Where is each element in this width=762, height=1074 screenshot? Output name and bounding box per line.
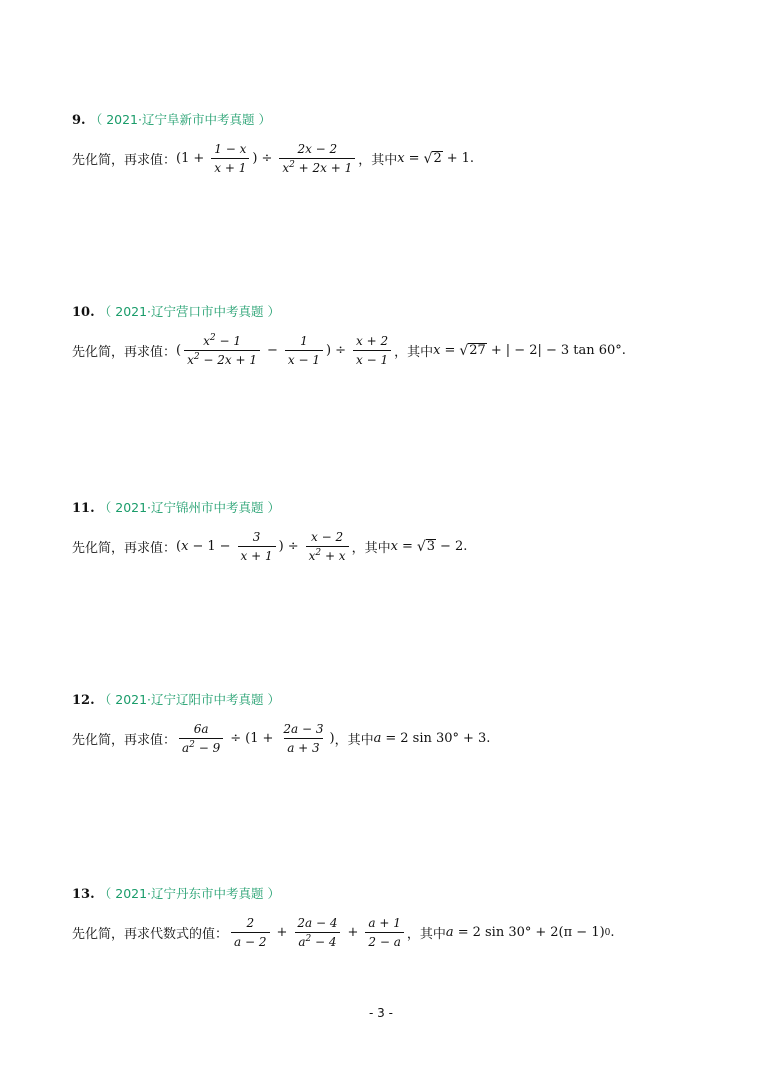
problem-number: 10.: [72, 305, 95, 320]
problem-number: 13.: [72, 887, 95, 902]
problem-number: 12.: [72, 693, 95, 708]
problem-source: （ 2021·辽宁丹东市中考真题 ）: [98, 886, 280, 901]
problem-header: [72, 690, 712, 710]
problem-statement: [72, 722, 712, 755]
math-condition: x = √ 27 + | − 2| − 3 tan 60°.: [433, 342, 626, 359]
problem-9: [72, 110, 712, 175]
math-expression: ( x − 1 − $\frac{3}{x + 1}$ ) ÷ $\frac{x - 2}{x^2 + x}$: [176, 530, 352, 563]
page-number: - 3 -: [369, 1006, 393, 1020]
instruction-text: 先化简，再求代数式的值：: [72, 927, 229, 942]
condition-text: ，其中: [394, 345, 434, 360]
instruction-text: 先化简，再求值：: [72, 345, 177, 360]
problem-statement: [72, 916, 712, 949]
math-expression: ( $\frac{x^2 - 1}{x^2 - 2x + 1}$ − $\frac{1}{x - 1}$ ) ÷ $\frac{x + 2}{x - 1}$: [176, 334, 394, 367]
problem-source: （ 2021·辽宁辽阳市中考真题 ）: [98, 692, 280, 707]
math-expression: $\frac{2}{a - 2}$ + $\frac{2a - 4}{a^2 - 4}$ + $\frac{a + 1}{2 - a}$: [228, 916, 407, 949]
instruction-text: 先化简，再求值：: [72, 541, 177, 556]
problem-header: [72, 884, 712, 904]
problem-11: [72, 498, 712, 563]
problem-source: （ 2021·辽宁营口市中考真题 ）: [98, 304, 280, 319]
math-condition: x = √ 2 + 1.: [397, 150, 475, 167]
problem-12: [72, 690, 712, 755]
instruction-text: 先化简，再求值：: [72, 153, 177, 168]
math-expression: (1 + $\frac{1 - x}{x + 1}$ ) ÷ $\frac{2x - 2}{x^2 + 2x + 1}$: [176, 142, 358, 175]
problem-13: [72, 884, 712, 949]
problem-header: [72, 498, 712, 518]
condition-text: ，其中: [358, 153, 398, 168]
problem-statement: [72, 334, 712, 367]
condition-text: ，其中: [351, 541, 391, 556]
problem-source: （ 2021·辽宁锦州市中考真题 ）: [98, 500, 280, 515]
math-condition: a = 2 sin 30° + 2(π − 1) 0 .: [445, 925, 615, 940]
math-condition: a = 2 sin 30° + 3.: [373, 731, 491, 746]
instruction-text: 先化简，再求值：: [72, 733, 177, 748]
problem-statement: [72, 142, 712, 175]
problem-header: [72, 110, 712, 130]
math-expression: $\frac{6a}{a^2 - 9}$ ÷ (1 + $\frac{2a - 3}{a + 3}$ ): [176, 722, 335, 755]
math-condition: x = √ 3 − 2.: [390, 538, 468, 555]
problem-10: [72, 302, 712, 367]
problem-source: （ 2021·辽宁阜新市中考真题 ）: [89, 112, 271, 127]
problem-number: 9.: [72, 113, 86, 128]
condition-text: ，其中: [334, 733, 374, 748]
problem-header: [72, 302, 712, 322]
problem-statement: [72, 530, 712, 563]
problem-number: 11.: [72, 501, 95, 516]
condition-text: ，其中: [406, 927, 446, 942]
